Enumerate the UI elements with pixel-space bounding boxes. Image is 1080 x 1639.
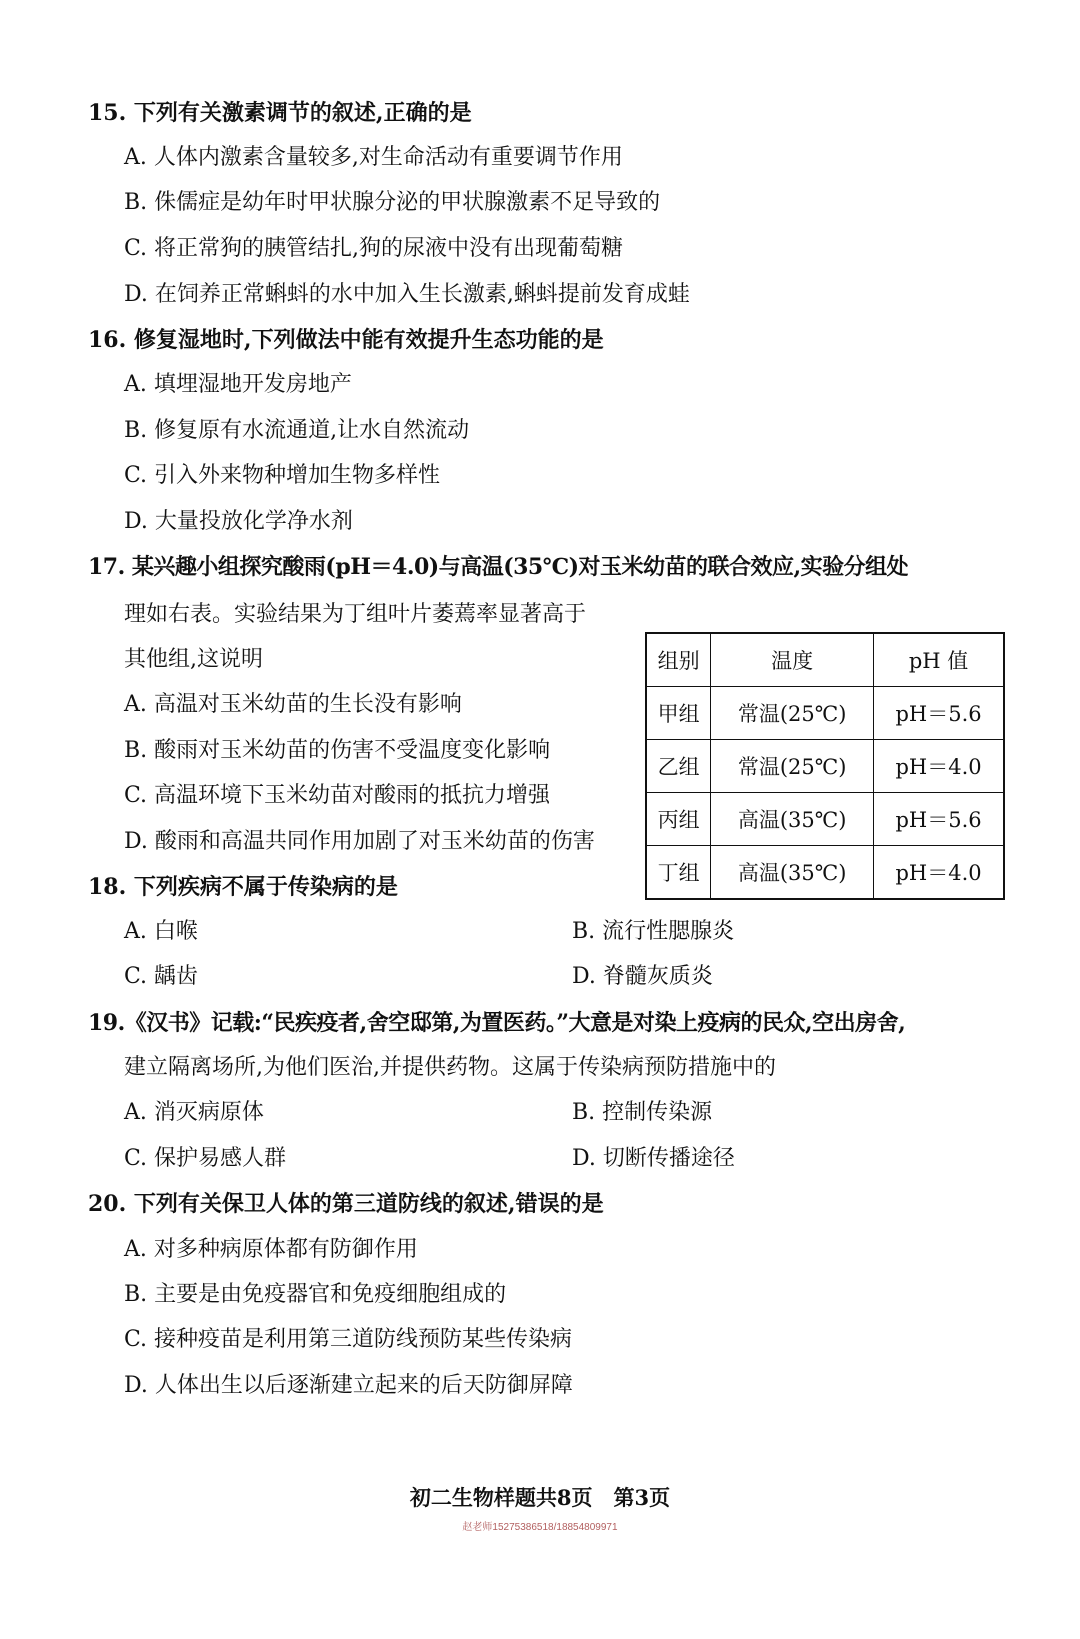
- q20-stem: 20. 下列有关保卫人体的第三道防线的叙述,错误的是: [88, 1191, 604, 1217]
- table-header-row: [646, 633, 1004, 687]
- q19-stem-line2: 建立隔离场所,为他们医治,并提供药物。这属于传染病预防措施中的: [124, 1055, 776, 1080]
- table-cell: 常温(25℃): [711, 740, 874, 793]
- table-cell: 常温(25℃): [711, 687, 874, 740]
- q18-stem: 18. 下列疾病不属于传染病的是: [88, 874, 398, 900]
- table-row: [646, 846, 1004, 900]
- q16-option-a: A. 填埋湿地开发房地产: [124, 372, 352, 397]
- q17-option-a: A. 高温对玉米幼苗的生长没有影响: [124, 692, 462, 717]
- table-cell: pH＝4.0: [874, 846, 1004, 900]
- q19-option-d: D. 切断传播途径: [572, 1146, 735, 1171]
- q16-stem: 16. 修复湿地时,下列做法中能有效提升生态功能的是: [88, 327, 604, 353]
- table-cell: pH＝5.6: [874, 793, 1004, 846]
- q20-option-c: C. 接种疫苗是利用第三道防线预防某些传染病: [124, 1327, 573, 1352]
- table-cell: pH＝5.6: [874, 687, 1004, 740]
- table-header-group: 组别: [646, 633, 711, 687]
- q15-option-d: D. 在饲养正常蝌蚪的水中加入生长激素,蝌蚪提前发育成蛙: [124, 282, 690, 307]
- table-cell: 高温(35℃): [711, 846, 874, 900]
- q18-option-c: C. 龋齿: [124, 964, 199, 989]
- experiment-table: [645, 632, 1005, 900]
- q17-option-d: D. 酸雨和高温共同作用加剧了对玉米幼苗的伤害: [124, 829, 595, 854]
- table-cell: 丙组: [646, 793, 711, 846]
- q19-option-b: B. 控制传染源: [572, 1100, 713, 1125]
- q20-option-a: A. 对多种病原体都有防御作用: [124, 1237, 418, 1262]
- table-cell: 甲组: [646, 687, 711, 740]
- q17-option-c: C. 高温环境下玉米幼苗对酸雨的抵抗力增强: [124, 783, 551, 808]
- q15-option-b: B. 侏儒症是幼年时甲状腺分泌的甲状腺激素不足导致的: [124, 190, 661, 215]
- q16-option-b: B. 修复原有水流通道,让水自然流动: [124, 418, 470, 443]
- table-cell: 丁组: [646, 846, 711, 900]
- q18-option-a: A. 白喉: [124, 919, 198, 944]
- table-row: [646, 740, 1004, 793]
- table-cell: 乙组: [646, 740, 711, 793]
- q19-stem: 19.《汉书》记载:“民疾疫者,舍空邸第,为置医药。”大意是对染上疫病的民众,空出房舍,: [88, 1010, 906, 1036]
- table-row: [646, 687, 1004, 740]
- q20-option-b: B. 主要是由免疫器官和免疫细胞组成的: [124, 1282, 507, 1307]
- q17-stem-line2: 理如右表。实验结果为丁组叶片萎蔫率显著高于: [124, 602, 587, 627]
- q15-option-a: A. 人体内激素含量较多,对生命活动有重要调节作用: [124, 145, 623, 170]
- q17-option-b: B. 酸雨对玉米幼苗的伤害不受温度变化影响: [124, 738, 551, 763]
- table-header-ph: pH 值: [874, 633, 1004, 687]
- q20-option-d: D. 人体出生以后逐渐建立起来的后天防御屏障: [124, 1373, 573, 1398]
- q16-option-d: D. 大量投放化学净水剂: [124, 509, 353, 534]
- q17-stem-line3: 其他组,这说明: [124, 647, 263, 672]
- watermark: 赵老师15275386518/18854809971: [462, 1522, 618, 1533]
- table-cell: pH＝4.0: [874, 740, 1004, 793]
- q17-stem: 17. 某兴趣小组探究酸雨(pH＝4.0)与高温(35℃)对玉米幼苗的联合效应,实验分组处: [88, 554, 909, 580]
- page-footer: 初二生物样题共8页 第3页: [409, 1485, 671, 1510]
- q19-option-a: A. 消灭病原体: [124, 1100, 264, 1125]
- q18-option-d: D. 脊髓灰质炎: [572, 964, 713, 989]
- q19-option-c: C. 保护易感人群: [124, 1146, 287, 1171]
- q16-option-c: C. 引入外来物种增加生物多样性: [124, 463, 441, 488]
- table-header-temperature: 温度: [711, 633, 874, 687]
- q15-option-c: C. 将正常狗的胰管结扎,狗的尿液中没有出现葡萄糖: [124, 236, 624, 261]
- q18-option-b: B. 流行性腮腺炎: [572, 919, 735, 944]
- table-cell: 高温(35℃): [711, 793, 874, 846]
- table-row: [646, 793, 1004, 846]
- q15-stem: 15. 下列有关激素调节的叙述,正确的是: [88, 100, 472, 126]
